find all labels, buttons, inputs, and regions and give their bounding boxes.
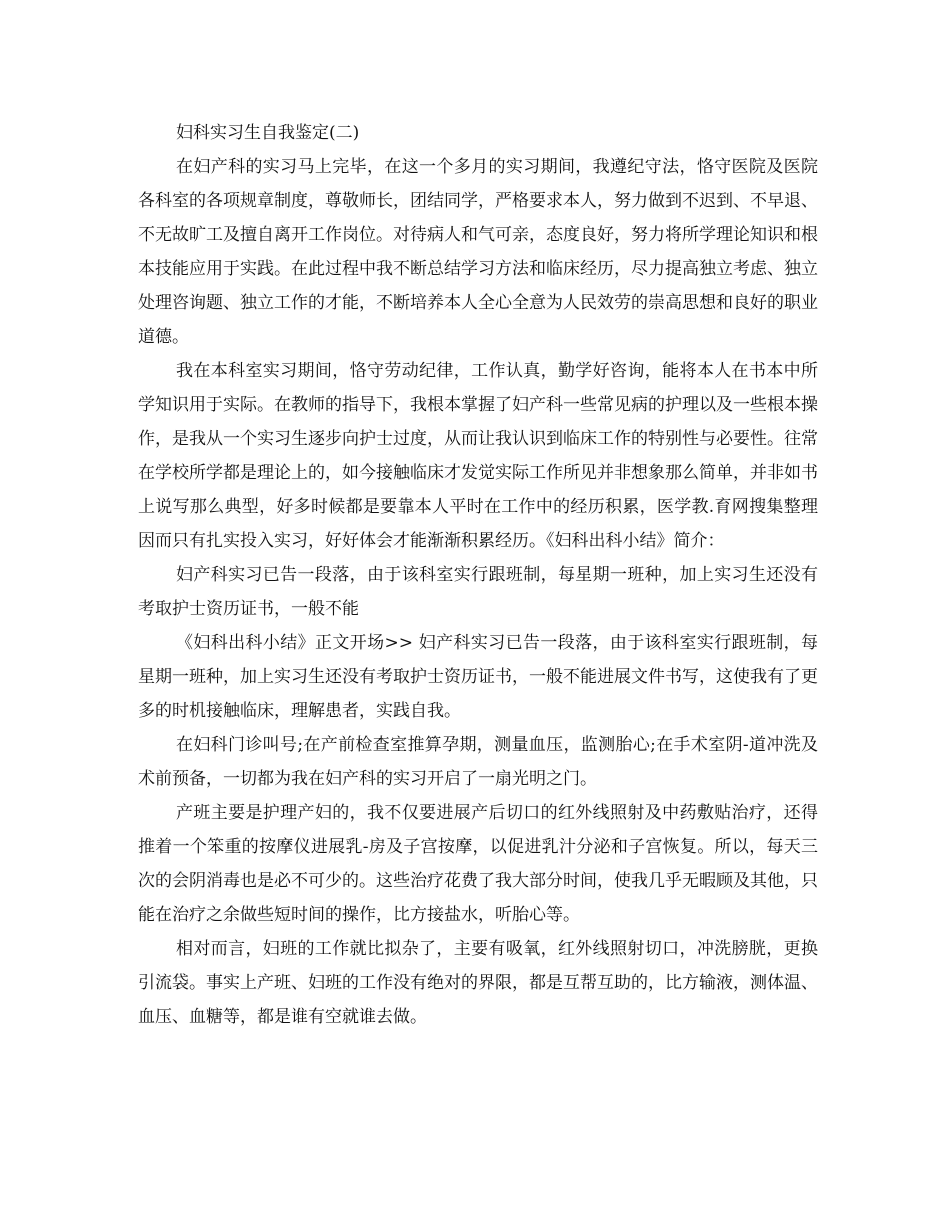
document-page xyxy=(138,116,818,1034)
paragraph-4: 《妇科出科小结》正文开场>> 妇产科实习已告一段落，由于该科室实行跟班制，每星期一班种，加上实习生还没有考取护士资历证书，一般不能进展文件书写，这使我有了更多的时机接触临床，理解患者，实践自我。 xyxy=(138,633,818,721)
paragraph-7: 相对而言，妇班的工作就比拟杂了，主要有吸氧，红外线照射切口，冲洗膀胱，更换引流袋。事实上产班、妇班的工作没有绝对的界限，都是互帮互助的，比方输液，测体温、血压、血糖等，都是谁有空就谁去做。 xyxy=(138,939,818,1027)
paragraph-1: 在妇产科的实习马上完毕，在这一个多月的实习期间，我遵纪守法，恪守医院及医院各科室的各项规章制度，尊敬师长，团结同学，严格要求本人，努力做到不迟到、不早退、不无故旷工及擅自离开工作岗位。对待病人和气可亲，态度良好，努力将所学理论知识和根本技能应用于实践。在此过程中我不断总结学习方法和临床经历，尽力提高独立考虑、独立处理咨询题、独立工作的才能，不断培养本人全心全意为人民效劳的崇高思想和良好的职业道德。 xyxy=(138,157,818,347)
paragraph-5: 在妇科门诊叫号;在产前检查室推算孕期，测量血压，监测胎心;在手术室阴-道冲洗及术前预备，一切都为我在妇产科的实习开启了一扇光明之门。 xyxy=(138,735,818,789)
paragraph-6: 产班主要是护理产妇的，我不仅要进展产后切口的红外线照射及中药敷贴治疗，还得推着一个笨重的按摩仪进展乳-房及子宫按摩，以促进乳汁分泌和子宫恢复。所以，每天三次的会阴消毒也是必不可少的。这些治疗花费了我大部分时间，使我几乎无暇顾及其他，只能在治疗之余做些短时间的操作，比方接盐水，听胎心等。 xyxy=(138,803,818,925)
document-title: 妇科实习生自我鉴定(二) xyxy=(176,123,360,143)
paragraph-3: 妇产科实习已告一段落，由于该科室实行跟班制，每星期一班种，加上实习生还没有考取护士资历证书，一般不能 xyxy=(138,565,818,619)
paragraph-2: 我在本科室实习期间，恪守劳动纪律，工作认真，勤学好咨询，能将本人在书本中所学知识用于实际。在教师的指导下，我根本掌握了妇产科一些常见病的护理以及一些根本操作，是我从一个实习生逐步向护士过度，从而让我认识到临床工作的特别性与必要性。往常在学校所学都是理论上的，如今接触临床才发觉实际工作所见并非想象那么简单，并非如书上说写那么典型，好多时候都是要靠本人平时在工作中的经历积累，医学教.育网搜集整理因而只有扎实投入实习，好好体会才能渐渐积累经历。《妇科出科小结》简介： xyxy=(138,361,818,551)
